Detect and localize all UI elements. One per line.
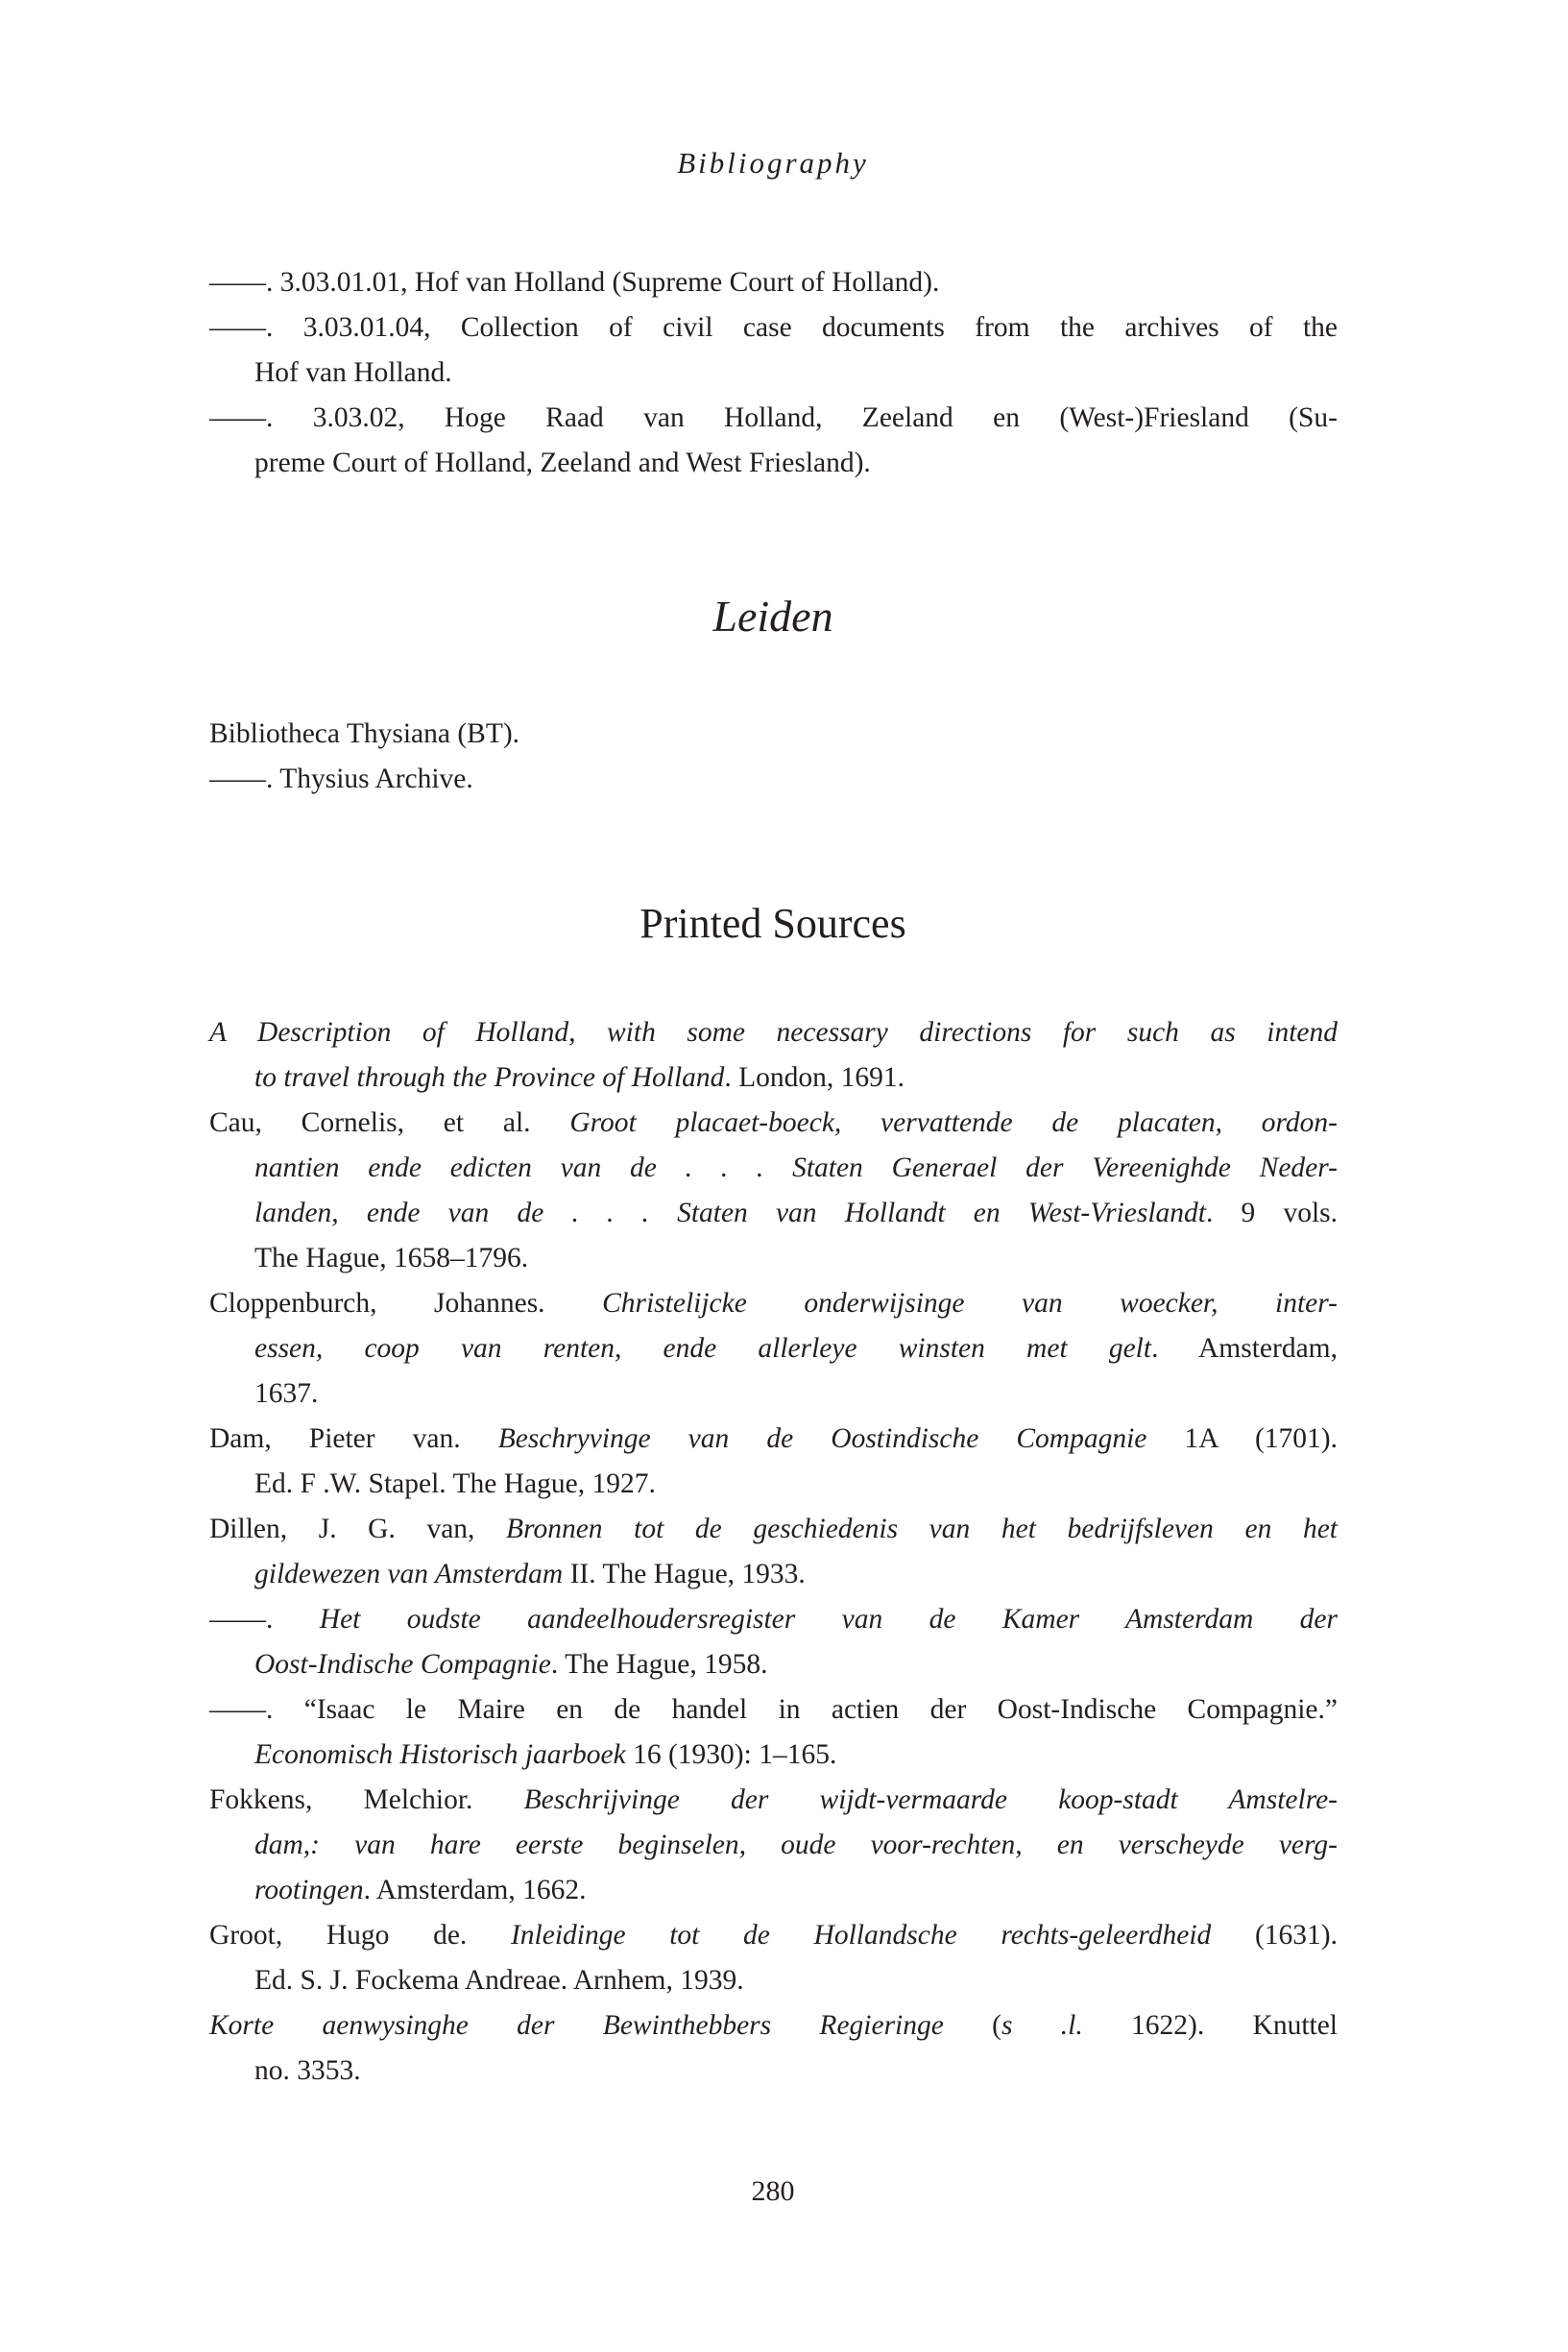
entry-text: II. The Hague, 1933.	[563, 1559, 806, 1589]
bibliography-entry	[209, 1281, 1338, 1417]
entry-text: . The Hague, 1958.	[550, 1649, 768, 1680]
archive-entries	[209, 260, 1338, 486]
entry-line	[209, 1552, 1338, 1597]
leiden-entries	[209, 712, 1338, 802]
entry-text: ——. Thysius Archive.	[209, 764, 473, 794]
italic-title-text: nantien ende edicten van de . . . Staten Generael der Vereenighde Neder-	[254, 1152, 1338, 1183]
italic-title-text: dam,: van hare eerste beginselen, oude voor-rechten, en verscheyde verg-	[254, 1830, 1338, 1860]
entry-line	[209, 1146, 1338, 1191]
italic-title-text: Korte aenwysinghe der Bewinthebbers Regieringe	[209, 2010, 944, 2041]
entry-line	[209, 1191, 1338, 1236]
entry-text: (1631).	[1211, 1920, 1338, 1951]
italic-title-text: Inleidinge tot de Hollandsche rechts-geleerdheid	[510, 1920, 1212, 1951]
entry-line	[209, 2003, 1338, 2049]
italic-title-text: Bronnen tot de geschiedenis van het bedrijfsleven en het	[506, 1514, 1338, 1544]
entry-line	[209, 757, 1338, 802]
entry-line	[209, 1055, 1338, 1101]
entry-line	[209, 1687, 1338, 1733]
entry-line	[209, 1642, 1338, 1687]
italic-title-text: to travel through the Province of Holland	[254, 1062, 725, 1093]
entry-line	[209, 1326, 1338, 1371]
entry-text: ——. “Isaac le Maire en de handel in actien der Oost-Indische Compagnie.”	[209, 1694, 1338, 1725]
entry-line	[209, 1281, 1338, 1326]
bibliography-entry	[209, 305, 1338, 396]
entry-line	[209, 1778, 1338, 1823]
bibliography-entry	[209, 757, 1338, 802]
entry-line	[209, 1462, 1338, 1507]
italic-title-text: s .l.	[1001, 2010, 1083, 2041]
entry-line	[209, 1913, 1338, 1958]
entry-text: ——. 3.03.02, Hoge Raad van Holland, Zeeland en (West-)Friesland (Su-	[209, 402, 1338, 433]
entry-text: no. 3353.	[254, 2055, 361, 2086]
bibliography-entry	[209, 1913, 1338, 2003]
entry-text: ——. 3.03.01.01, Hof van Holland (Supreme Court of Holland).	[209, 267, 940, 298]
bibliography-entry	[209, 260, 1338, 305]
entry-line	[209, 1823, 1338, 1868]
entry-text: . 9 vols.	[1205, 1198, 1338, 1228]
entry-text: Fokkens, Melchior.	[209, 1784, 524, 1815]
italic-title-text: essen, coop van renten, ende allerleye winsten met gelt	[254, 1333, 1152, 1364]
entry-line	[209, 1371, 1338, 1417]
entry-line	[209, 260, 1338, 305]
entry-text: 1A (1701).	[1146, 1423, 1339, 1454]
italic-title-text: landen, ende van de . . . Staten van Hollandt en West-Vrieslandt	[254, 1198, 1206, 1228]
entry-line	[209, 1507, 1338, 1552]
entry-text: Cloppenburch, Johannes.	[209, 1288, 603, 1319]
section-heading-printed-sources: Printed Sources	[639, 900, 906, 947]
entry-text: Hof van Holland.	[254, 357, 452, 388]
italic-title-text: Beschryvinge van de Oostindische Compagnie	[497, 1423, 1147, 1454]
entry-text: Dam, Pieter van.	[209, 1423, 498, 1454]
entry-text: Ed. S. J. Fockema Andreae. Arnhem, 1939.	[254, 1965, 744, 1996]
entry-line	[209, 1236, 1338, 1281]
entry-line	[209, 1101, 1338, 1146]
entry-text: ——. 3.03.01.04, Collection of civil case documents from the archives of the	[209, 312, 1338, 343]
printed-sources-entries	[209, 1010, 1338, 2094]
entry-line	[209, 305, 1338, 351]
entry-text: Bibliotheca Thysiana (BT).	[209, 718, 520, 749]
bibliography-entry	[209, 1010, 1338, 1101]
entry-text: Groot, Hugo de.	[209, 1920, 511, 1951]
entry-line	[209, 1868, 1338, 1913]
entry-line	[209, 1597, 1338, 1642]
bibliography-entry	[209, 1101, 1338, 1281]
entry-text: . London, 1691.	[724, 1062, 905, 1093]
bibliography-entry	[209, 1778, 1338, 1913]
entry-line	[209, 351, 1338, 396]
bibliography-entry	[209, 1687, 1338, 1778]
entry-line	[209, 441, 1338, 486]
entry-line	[209, 396, 1338, 441]
section-heading-leiden: Leiden	[712, 592, 833, 641]
italic-title-text: gildewezen van Amsterdam	[254, 1559, 564, 1589]
italic-title-text: Oost-Indische Compagnie	[254, 1649, 551, 1680]
running-head: Bibliography	[677, 146, 869, 180]
entry-text: Cau, Cornelis, et al.	[209, 1107, 570, 1138]
bibliography-entry	[209, 712, 1338, 757]
entry-text: 1637.	[254, 1378, 319, 1409]
entry-line	[209, 2049, 1338, 2094]
entry-text: (	[943, 2010, 1001, 2041]
bibliography-entry	[209, 1417, 1338, 1507]
entry-line	[209, 1010, 1338, 1055]
bibliography-entry	[209, 2003, 1338, 2094]
entry-text: . Amsterdam,	[1151, 1333, 1338, 1364]
entry-line	[209, 712, 1338, 757]
entry-text: . Amsterdam, 1662.	[363, 1875, 587, 1905]
entry-line	[209, 1733, 1338, 1778]
italic-title-text: Christelijcke onderwijsinge van woecker, inter-	[602, 1288, 1338, 1319]
entry-line	[209, 1958, 1338, 2003]
bibliography-entry	[209, 1597, 1338, 1687]
italic-title-text: rootingen	[254, 1875, 364, 1905]
entry-text: 1622). Knuttel	[1082, 2010, 1339, 2041]
entry-text: Ed. F .W. Stapel. The Hague, 1927.	[254, 1468, 656, 1499]
entry-text: ——.	[209, 1604, 320, 1635]
italic-title-text: Het oudste aandeelhoudersregister van de Kamer Amsterdam der	[319, 1604, 1338, 1635]
italic-title-text: A Description of Holland, with some necessary directions for such as intend	[209, 1017, 1338, 1048]
italic-title-text: Groot placaet-boeck, vervattende de placaten, ordon-	[569, 1107, 1338, 1138]
entry-text: The Hague, 1658–1796.	[254, 1243, 529, 1273]
entry-line	[209, 1417, 1338, 1462]
entry-text: 16 (1930): 1–165.	[625, 1739, 837, 1770]
entry-text: preme Court of Holland, Zeeland and West Friesland).	[254, 448, 871, 478]
bibliography-entry	[209, 396, 1338, 486]
page-number: 280	[751, 2175, 795, 2207]
italic-title-text: Beschrijvinge der wijdt-vermaarde koop-stadt Amstelre-	[523, 1784, 1338, 1815]
entry-text: Dillen, J. G. van,	[209, 1514, 507, 1544]
bibliography-entry	[209, 1507, 1338, 1597]
italic-title-text: Economisch Historisch jaarboek	[254, 1739, 626, 1770]
